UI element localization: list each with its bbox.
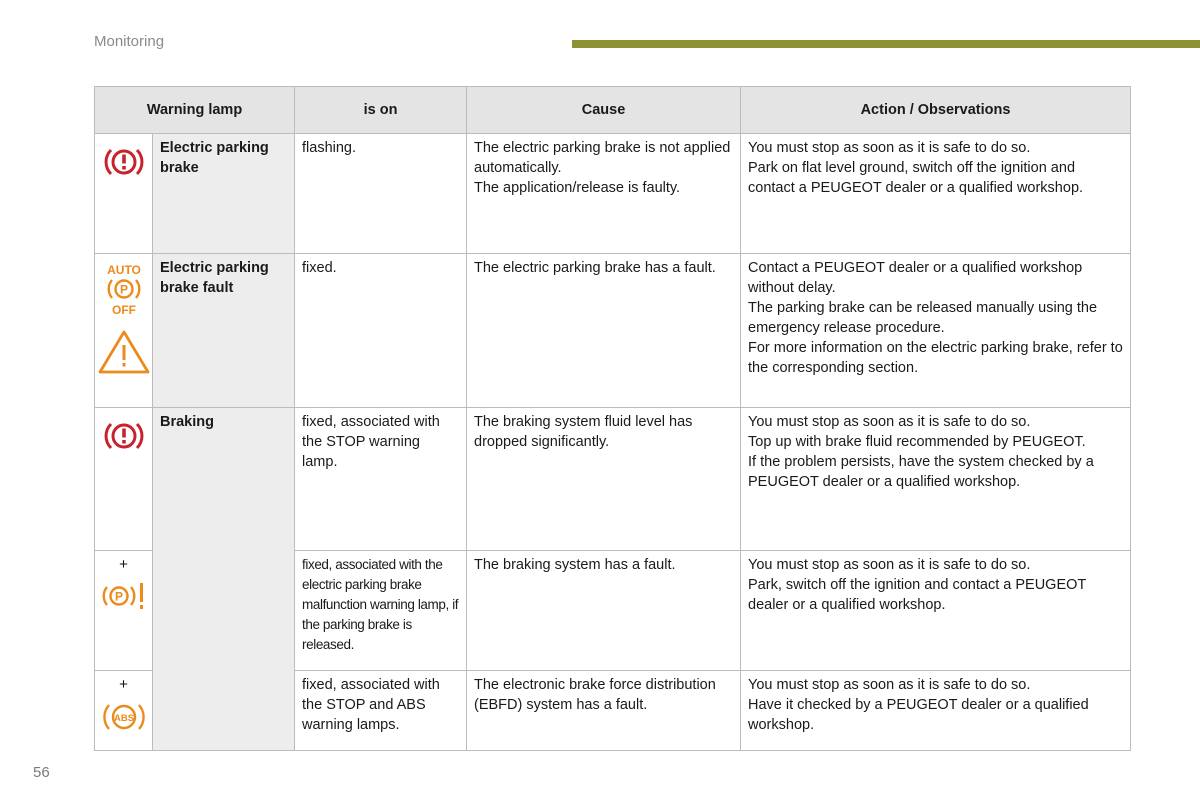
action-cell (741, 671, 1131, 751)
brake-warning-red-icon (103, 144, 145, 180)
accent-bar (572, 40, 1200, 48)
plus-sign: + (119, 556, 128, 573)
column-header-warning-lamp: Warning lamp (95, 87, 295, 134)
icon-text-abs: ABS (113, 713, 134, 724)
cause-line: The electronic brake force distribution (EBFD) system has a fault. (474, 677, 716, 713)
brake-warning-red-icon (103, 418, 145, 454)
cause-cell (467, 254, 741, 408)
warning-lamp-table (94, 86, 1131, 751)
column-header-action: Action / Observations (741, 87, 1131, 134)
icon-text-off: OFF (111, 303, 136, 317)
cause-line: The electric parking brake is not applied automatically. (474, 140, 731, 176)
cause-line: The electric parking brake has a fault. (474, 260, 716, 276)
cause-cell (467, 671, 741, 751)
auto-parking-brake-icon (98, 262, 150, 322)
cause-cell (467, 134, 741, 254)
table-row (95, 254, 1131, 408)
column-header-cause: Cause (467, 87, 741, 134)
action-line: For more information on the electric parking brake, refer to the corresponding section. (748, 340, 1123, 376)
cause-cell (467, 551, 741, 671)
section-title: Monitoring (94, 33, 165, 50)
is-on-cell: flashing. (295, 134, 467, 254)
lamp-name: Electric parking brake fault (153, 254, 295, 408)
action-line: You must stop as soon as it is safe to do so. (748, 557, 1031, 573)
lamp-icon-cell (95, 408, 153, 551)
action-line: Contact a PEUGEOT dealer or a qualified workshop without delay. (748, 260, 1083, 296)
action-line: Park on flat level ground, switch off the ignition and contact a PEUGEOT dealer or a qualified workshop. (748, 160, 1084, 196)
lamp-icon-cell (95, 671, 153, 751)
lamp-name: Electric parking brake (153, 134, 295, 254)
lamp-icon-cell (95, 254, 153, 408)
cause-cell (467, 408, 741, 551)
is-on-cell: fixed, associated with the electric parking brake malfunction warning lamp, if the parking brake is released. (295, 551, 467, 671)
table-row (95, 408, 1131, 551)
action-line: You must stop as soon as it is safe to do so. (748, 677, 1031, 693)
cause-line: The braking system fluid level has dropped significantly. (474, 414, 693, 450)
action-line: If the problem persists, have the system checked by a PEUGEOT dealer or a qualified workshop. (748, 454, 1094, 490)
abs-warning-icon (99, 697, 149, 737)
warning-triangle-icon (97, 328, 151, 376)
icon-text-p: P (114, 589, 123, 604)
action-line: The parking brake can be released manually using the emergency release procedure. (748, 300, 1098, 336)
lamp-icon-cell (95, 134, 153, 254)
action-cell (741, 134, 1131, 254)
action-line: Have it checked by a PEUGEOT dealer or a qualified workshop. (748, 697, 1089, 733)
column-header-is-on: is on (295, 87, 467, 134)
is-on-cell: fixed. (295, 254, 467, 408)
lamp-icon-cell (95, 551, 153, 671)
action-cell (741, 408, 1131, 551)
cause-line: The braking system has a fault. (474, 557, 676, 573)
icon-text-p: P (119, 282, 128, 297)
table-row (95, 134, 1131, 254)
cause-line: The application/release is faulty. (474, 180, 681, 196)
is-on-cell: fixed, associated with the STOP warning lamp. (295, 408, 467, 551)
plus-sign: + (119, 676, 128, 693)
action-line: You must stop as soon as it is safe to do so. (748, 414, 1031, 430)
icon-text-auto: AUTO (106, 263, 141, 277)
parking-brake-fault-icon (99, 579, 149, 613)
table-header-row (95, 87, 1131, 134)
action-line: Top up with brake fluid recommended by PEUGEOT. (748, 434, 1086, 450)
is-on-cell: fixed, associated with the STOP and ABS warning lamps. (295, 671, 467, 751)
lamp-name: Braking (153, 408, 295, 751)
action-line: You must stop as soon as it is safe to do so. (748, 140, 1031, 156)
action-cell (741, 254, 1131, 408)
action-cell (741, 551, 1131, 671)
page-number: 56 (33, 764, 50, 781)
action-line: Park, switch off the ignition and contact a PEUGEOT dealer or a qualified workshop. (748, 577, 1086, 613)
